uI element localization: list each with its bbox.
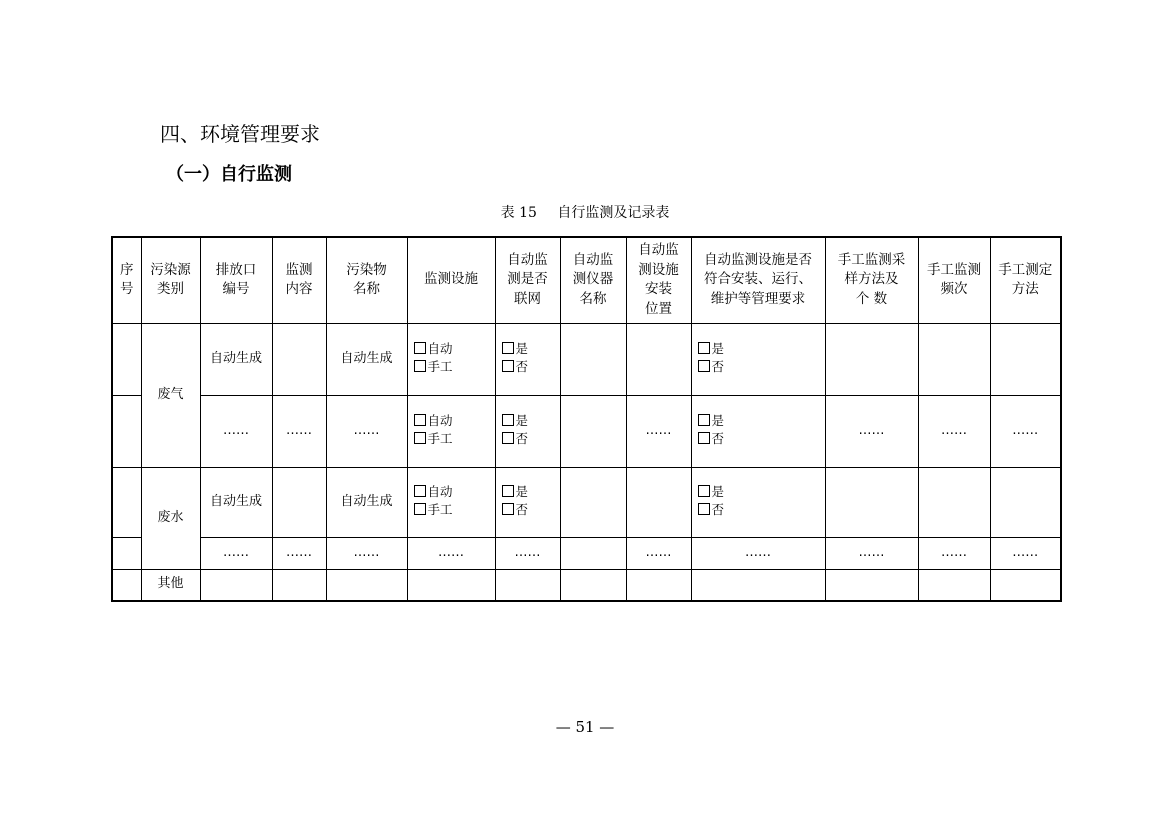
option-manual[interactable]: 手工 [414,358,453,376]
table-cell [918,569,990,601]
table-cell [560,569,626,601]
table-cell [407,323,495,395]
ellipsis-cell: …… [626,537,691,569]
table-number: 表 15 [500,205,537,221]
checkbox-icon[interactable] [502,414,514,426]
table-cell [918,467,990,537]
checkbox-icon[interactable] [502,342,514,354]
monitoring-record-table [111,236,1062,602]
ellipsis-cell: …… [200,395,272,467]
option-auto[interactable]: 自动 [414,412,453,430]
checkbox-icon[interactable] [502,503,514,515]
checkbox-icon[interactable] [698,360,710,372]
table-cell [272,467,326,537]
table-row [112,569,1061,601]
header-cell: 自动监 测设施 安装 位置 [626,237,691,323]
option-yes[interactable]: 是 [502,483,529,501]
table-cell [112,569,141,601]
checkbox-icon[interactable] [502,485,514,497]
checkbox-icon[interactable] [698,485,710,497]
checkbox-icon[interactable] [698,503,710,515]
ellipsis-cell: …… [825,537,918,569]
option-manual[interactable]: 手工 [414,430,453,448]
page-number: — 51 — [555,718,615,736]
header-cell: 自动监 测是否 联网 [495,237,560,323]
header-cell: 排放口 编号 [200,237,272,323]
table-cell: 自动生成 [326,467,407,537]
table-cell [495,323,560,395]
checkbox-icon[interactable] [414,342,426,354]
table-cell [495,395,560,467]
table-row [112,467,1061,537]
table-cell [990,467,1061,537]
table-cell [691,569,825,601]
header-cell: 手工监测 频次 [918,237,990,323]
checkbox-icon[interactable] [698,414,710,426]
table-cell [560,323,626,395]
table-cell [691,395,825,467]
ellipsis-cell: …… [990,537,1061,569]
table-cell [407,467,495,537]
header-cell: 监测 内容 [272,237,326,323]
ellipsis-cell: …… [626,395,691,467]
option-yes[interactable]: 是 [698,412,725,430]
checkbox-icon[interactable] [414,414,426,426]
option-yes[interactable]: 是 [502,340,529,358]
option-no[interactable]: 否 [698,501,725,519]
ellipsis-cell: …… [918,537,990,569]
table-cell [326,569,407,601]
table-cell [495,467,560,537]
table-cell: 自动生成 [326,323,407,395]
table-cell: 自动生成 [200,323,272,395]
table-row [112,323,1061,395]
option-no[interactable]: 否 [502,501,529,519]
table-cell [918,323,990,395]
header-cell: 手工测定 方法 [990,237,1061,323]
category-cell: 其他 [141,569,200,601]
ellipsis-cell: …… [407,537,495,569]
option-yes[interactable]: 是 [502,412,529,430]
table-cell [112,467,141,537]
ellipsis-cell: …… [272,537,326,569]
checkbox-icon[interactable] [698,432,710,444]
checkbox-icon[interactable] [414,485,426,497]
checkbox-icon[interactable] [414,503,426,515]
checkbox-icon[interactable] [414,432,426,444]
table-cell [560,467,626,537]
table-cell [112,537,141,569]
checkbox-icon[interactable] [414,360,426,372]
table-cell: 自动生成 [200,467,272,537]
ellipsis-cell: …… [918,395,990,467]
header-cell: 自动监 测仪器 名称 [560,237,626,323]
table-title: 自行监测及记录表 [557,205,670,221]
ellipsis-cell: …… [990,395,1061,467]
ellipsis-cell: …… [326,537,407,569]
option-yes[interactable]: 是 [698,340,725,358]
option-no[interactable]: 否 [502,430,529,448]
table-cell [560,395,626,467]
category-cell: 废水 [141,467,200,569]
header-cell: 序 号 [112,237,141,323]
header-cell: 监测设施 [407,237,495,323]
header-row [112,237,1061,323]
table-cell [626,569,691,601]
option-auto[interactable]: 自动 [414,340,453,358]
checkbox-icon[interactable] [502,432,514,444]
table-cell [560,537,626,569]
table-cell [495,569,560,601]
table-cell [272,569,326,601]
ellipsis-cell: …… [495,537,560,569]
table-cell [407,395,495,467]
ellipsis-cell: …… [200,537,272,569]
option-auto[interactable]: 自动 [414,483,453,501]
header-cell: 自动监测设施是否 符合安装、运行、 维护等管理要求 [691,237,825,323]
header-cell: 污染源 类别 [141,237,200,323]
table-cell [691,323,825,395]
table-cell [626,323,691,395]
header-cell: 污染物 名称 [326,237,407,323]
table-cell [990,569,1061,601]
ellipsis-cell: …… [825,395,918,467]
option-manual[interactable]: 手工 [414,501,453,519]
section-title: 四、环境管理要求 [160,122,320,146]
table-cell [825,467,918,537]
table-cell [112,323,141,395]
option-no[interactable]: 否 [502,358,529,376]
table-cell [200,569,272,601]
table-caption [0,202,1170,222]
table-cell [626,467,691,537]
table-cell [825,323,918,395]
table-cell [990,323,1061,395]
table-cell [691,467,825,537]
checkbox-icon[interactable] [502,360,514,372]
table-row [112,537,1061,569]
checkbox-icon[interactable] [698,342,710,354]
table-cell [825,569,918,601]
category-cell: 废气 [141,323,200,467]
table-cell [272,323,326,395]
option-no[interactable]: 否 [698,430,725,448]
option-yes[interactable]: 是 [698,483,725,501]
ellipsis-cell: …… [691,537,825,569]
option-no[interactable]: 否 [698,358,725,376]
table-row [112,395,1061,467]
table-cell [112,395,141,467]
ellipsis-cell: …… [326,395,407,467]
header-cell: 手工监测采 样方法及 个 数 [825,237,918,323]
ellipsis-cell: …… [272,395,326,467]
table-cell [407,569,495,601]
subsection-title: （一）自行监测 [166,164,292,185]
